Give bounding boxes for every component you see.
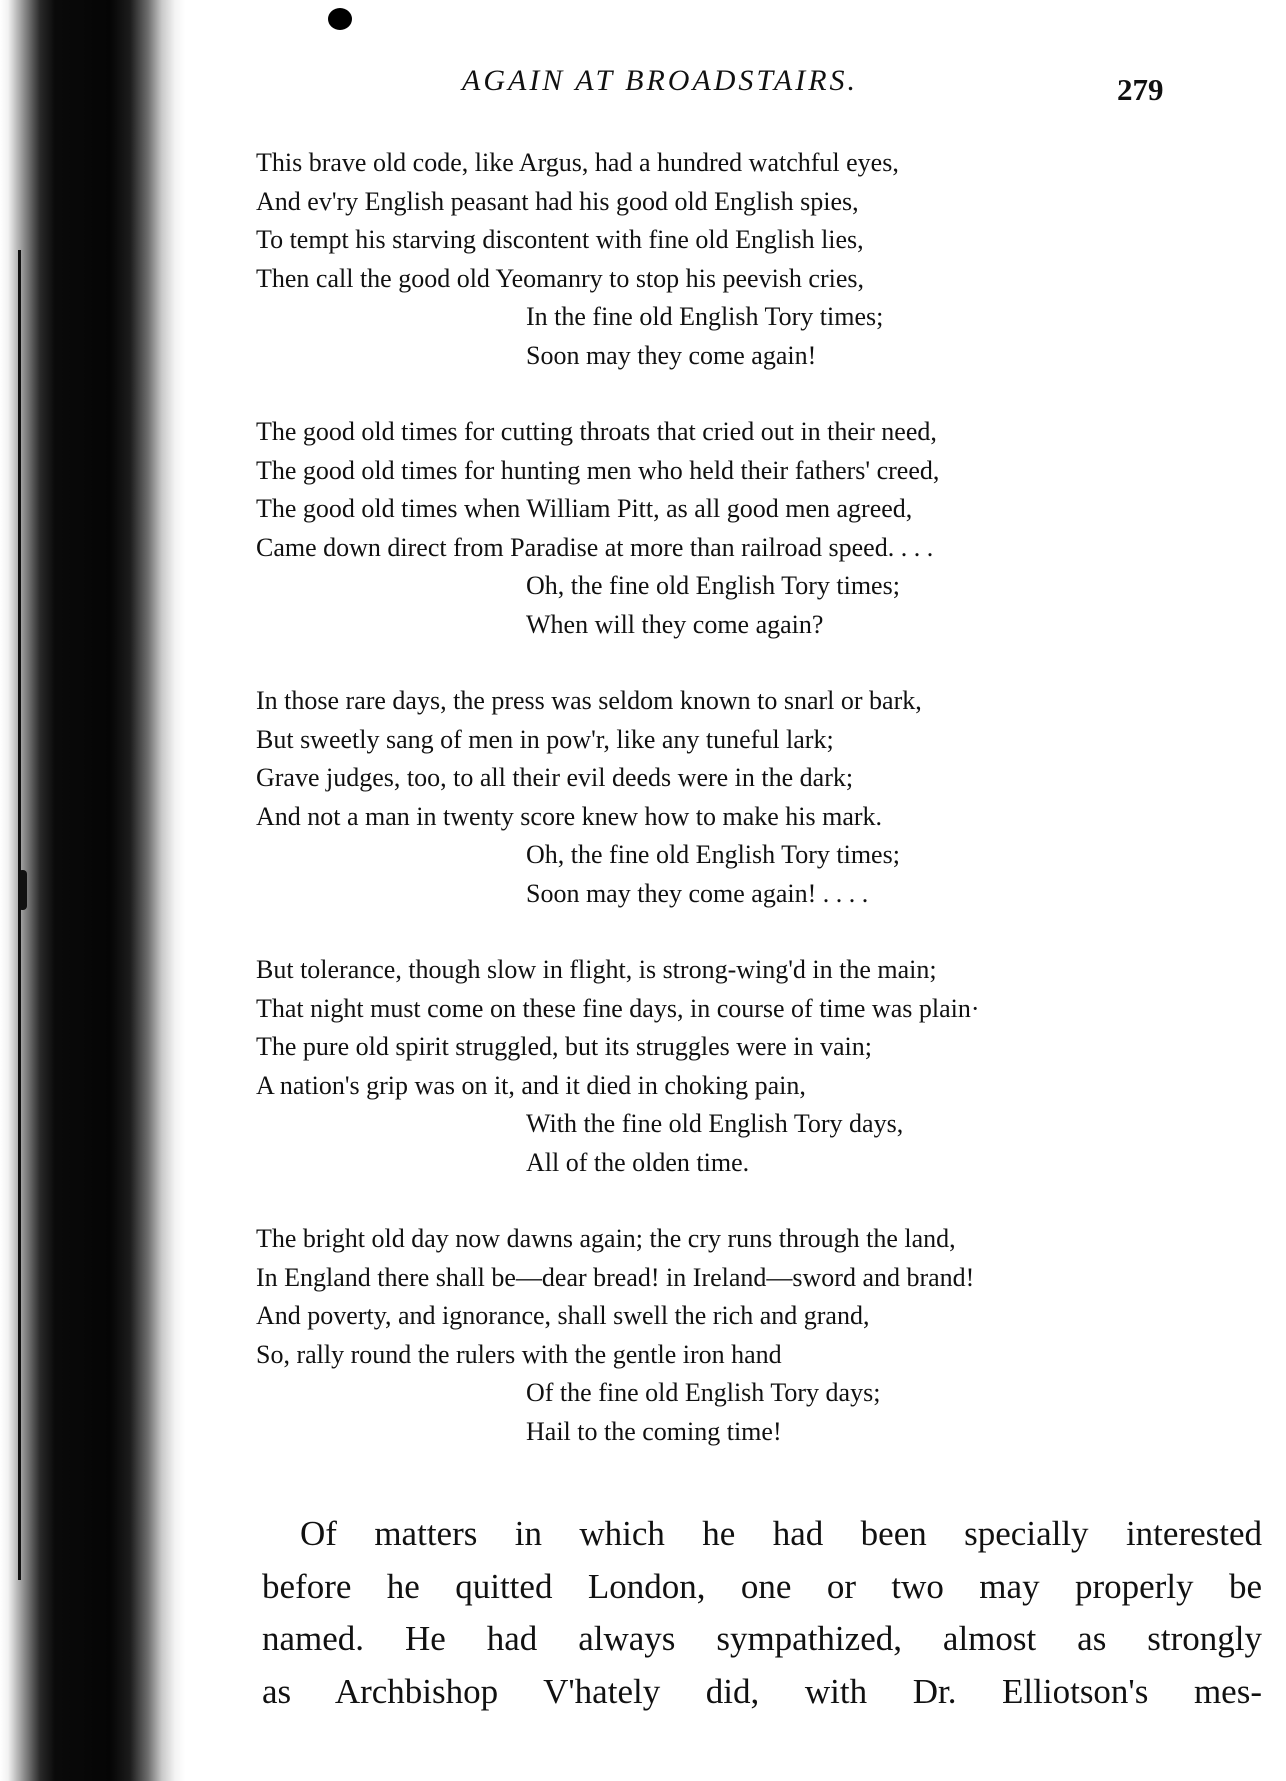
verse-line: A nation's grip was on it, and it died in choking pain, <box>256 1070 806 1100</box>
stanza-1 <box>256 144 1266 375</box>
refrain-line: Oh, the fine old English Tory times; <box>526 571 900 600</box>
page-number: 279 <box>1117 72 1164 107</box>
verse-line: And poverty, and ignorance, shall swell the rich and grand, <box>256 1301 870 1330</box>
book-gutter-shadow <box>0 0 185 1781</box>
verse-line: The pure old spirit struggled, but its struggles were in vain; <box>256 1032 872 1061</box>
refrain-line: With the fine old English Tory days, <box>526 1109 904 1138</box>
verse-line: So, rally round the rulers with the gentle iron hand <box>256 1339 782 1369</box>
verse-line: The good old times for hunting men who held their fathers' creed, <box>256 455 940 485</box>
poem <box>256 144 1266 1489</box>
verse-line: The bright old day now dawns again; the cry runs through the land, <box>256 1224 956 1253</box>
refrain-line: Soon may they come again! . . . . <box>526 878 869 908</box>
prose-line: before he quitted London, one or two may properly be <box>262 1566 1262 1606</box>
verse-line: That night must come on these fine days, in course of time was plain· <box>256 993 980 1023</box>
stanza-3 <box>256 682 1266 913</box>
prose-line: Of matters in which he had been specially interested <box>300 1514 1262 1553</box>
verse-line: This brave old code, like Argus, had a hundred watchful eyes, <box>256 148 899 177</box>
verse-line: But sweetly sang of men in pow'r, like any tuneful lark; <box>256 724 834 754</box>
stanza-4 <box>256 951 1266 1182</box>
verse-line: But tolerance, though slow in flight, is strong-wing'd in the main; <box>256 955 937 984</box>
stanza-2 <box>256 413 1266 644</box>
verse-line: In England there shall be—dear bread! in Ireland—sword and brand! <box>256 1262 975 1292</box>
prose-line: named. He had always sympathized, almost as strongly <box>262 1619 1262 1658</box>
verse-line: To tempt his starving discontent with fine old English lies, <box>256 225 864 254</box>
stanza-5 <box>256 1220 1266 1451</box>
ink-spot <box>328 8 352 30</box>
prose-paragraph <box>262 1508 1262 1718</box>
refrain-line: Hail to the coming time! <box>526 1416 782 1446</box>
refrain-line: Oh, the fine old English Tory times; <box>526 840 900 869</box>
prose-line: as Archbishop V'hately did, with Dr. Elliotson's mes- <box>262 1671 1262 1711</box>
verse-line: The good old times when William Pitt, as all good men agreed, <box>256 494 913 523</box>
verse-line: And not a man in twenty score knew how to make his mark. <box>256 801 883 831</box>
running-title: AGAIN AT BROADSTAIRS. <box>462 64 859 97</box>
verse-line: And ev'ry English peasant had his good old English spies, <box>256 186 859 216</box>
refrain-line: Of the fine old English Tory days; <box>526 1378 881 1407</box>
refrain-line: All of the olden time. <box>526 1147 750 1177</box>
verse-line: The good old times for cutting throats that cried out in their need, <box>256 417 937 446</box>
verse-line: Grave judges, too, to all their evil deeds were in the dark; <box>256 763 854 792</box>
refrain-line: In the fine old English Tory times; <box>526 302 884 331</box>
verse-line: Then call the good old Yeomanry to stop his peevish cries, <box>256 263 865 293</box>
refrain-line: Soon may they come again! <box>526 340 817 370</box>
verse-line: Came down direct from Paradise at more than railroad speed. . . . <box>256 532 934 562</box>
refrain-line: When will they come again? <box>526 609 824 639</box>
verse-line: In those rare days, the press was seldom known to snarl or bark, <box>256 686 922 715</box>
